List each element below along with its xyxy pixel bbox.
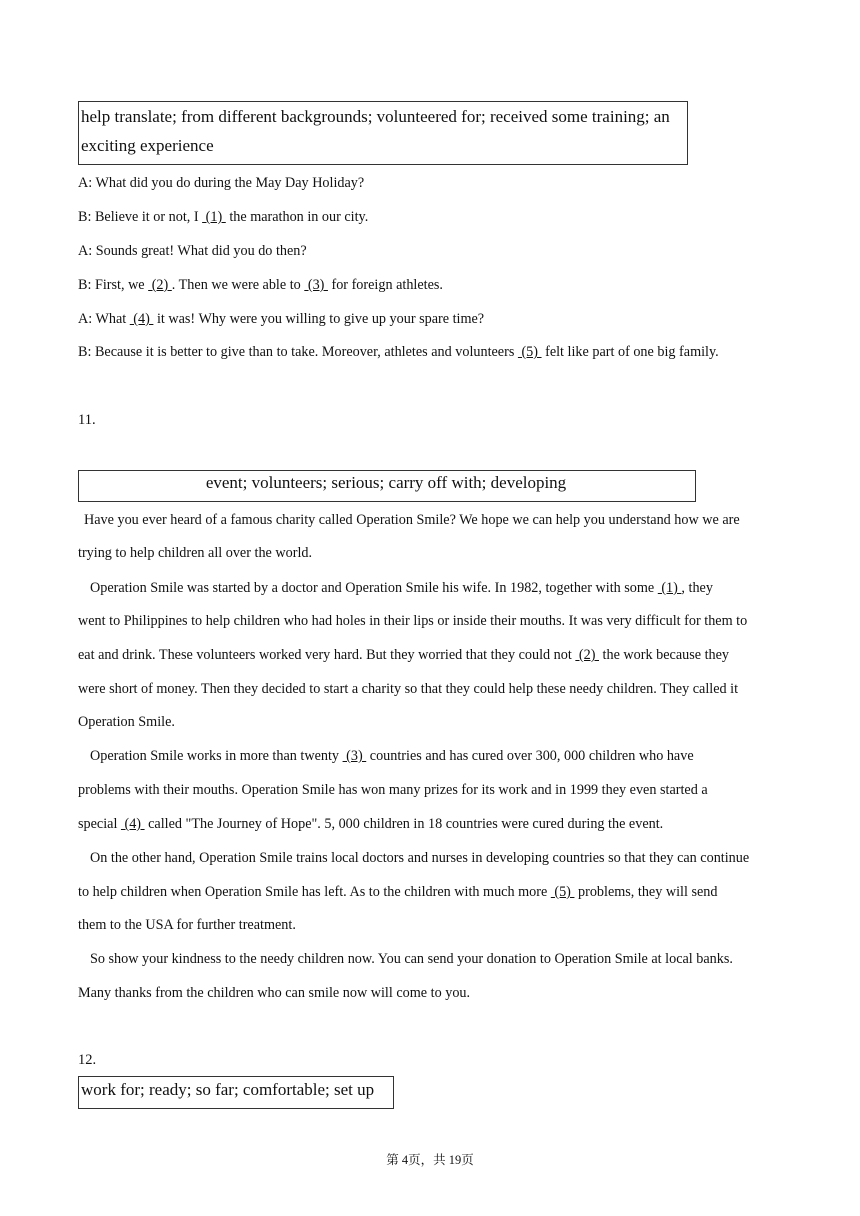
dialogue-line: B: Because it is better to give than to take. Moreover, athletes and volunteers (5) felt like part of one big family. (78, 344, 719, 360)
passage-line: problems with their mouths. Operation Smile has won many prizes for its work and in 1999 they even started a (78, 782, 708, 798)
dialogue-line: A: What (4) it was! Why were you willing to give up your spare time? (78, 311, 485, 327)
answer-blank-1[interactable]: (1) (657, 580, 682, 596)
q12-word-box (78, 1076, 394, 1109)
answer-blank-5[interactable]: (5) (517, 344, 542, 360)
q10-word-box (78, 101, 688, 165)
dialogue-line: A: What did you do during the May Day Holiday? (78, 175, 365, 191)
answer-blank-2[interactable]: (2) (575, 647, 599, 663)
passage-line: Many thanks from the children who can smile now will come to you. (78, 985, 471, 1001)
answer-blank-5[interactable]: (5) (550, 884, 575, 900)
passage-line: went to Philippines to help children who had holes in their lips or inside their mouths. It was very difficult for them to (78, 613, 748, 629)
passage-line: special (4) called "The Journey of Hope". 5, 000 children in 18 countries were cured during the event. (78, 816, 664, 832)
passage-line: On the other hand, Operation Smile trains local doctors and nurses in developing countries so that they can continue (90, 850, 750, 866)
passage-line: Have you ever heard of a famous charity called Operation Smile? We hope we can help you understand how we are (84, 512, 740, 528)
q11-word-box (78, 470, 696, 502)
passage-line: to help children when Operation Smile has left. As to the children with much more (5) problems, they will send (78, 884, 718, 900)
dialogue-line: B: Believe it or not, I (1) the marathon in our city. (78, 209, 369, 225)
q11-word-box-text: event; volunteers; serious; carry off with; developing (205, 473, 567, 492)
dialogue-line: A: Sounds great! What did you do then? (78, 243, 307, 259)
q10-word-box-text: help translate; from different backgrounds; volunteered for; received some training; an exciting experience (81, 107, 670, 155)
passage-line: Operation Smile works in more than twenty (3) countries and has cured over 300, 000 children who have (90, 748, 694, 764)
passage-line: Operation Smile. (78, 714, 175, 730)
passage-line: them to the USA for further treatment. (78, 917, 296, 933)
passage-line: Operation Smile was started by a doctor and Operation Smile his wife. In 1982, together with some (1) , they (90, 580, 713, 596)
question-number-11: 11. (78, 412, 96, 428)
question-number-12: 12. (78, 1052, 97, 1068)
answer-blank-1[interactable]: (1) (202, 209, 226, 225)
answer-blank-2[interactable]: (2) (148, 277, 172, 293)
answer-blank-4[interactable]: (4) (129, 311, 154, 327)
page-footer: 第 4页，共 19页 (386, 1153, 474, 1167)
answer-blank-3[interactable]: (3) (304, 277, 328, 293)
passage-line: So show your kindness to the needy children now. You can send your donation to Operation Smile at local banks. (90, 951, 733, 967)
passage-line: trying to help children all over the world. (78, 545, 313, 561)
dialogue-line: B: First, we (2) . Then we were able to (3) for foreign athletes. (78, 277, 443, 293)
answer-blank-3[interactable]: (3) (342, 748, 367, 764)
passage-line: eat and drink. These volunteers worked very hard. But they worried that they could not (2) the work because they (78, 647, 730, 663)
q12-word-box-text: work for; ready; so far; comfortable; set up (81, 1080, 375, 1099)
passage-line: were short of money. Then they decided to start a charity so that they could help these needy children. They called it (78, 681, 739, 697)
answer-blank-4[interactable]: (4) (120, 816, 145, 832)
